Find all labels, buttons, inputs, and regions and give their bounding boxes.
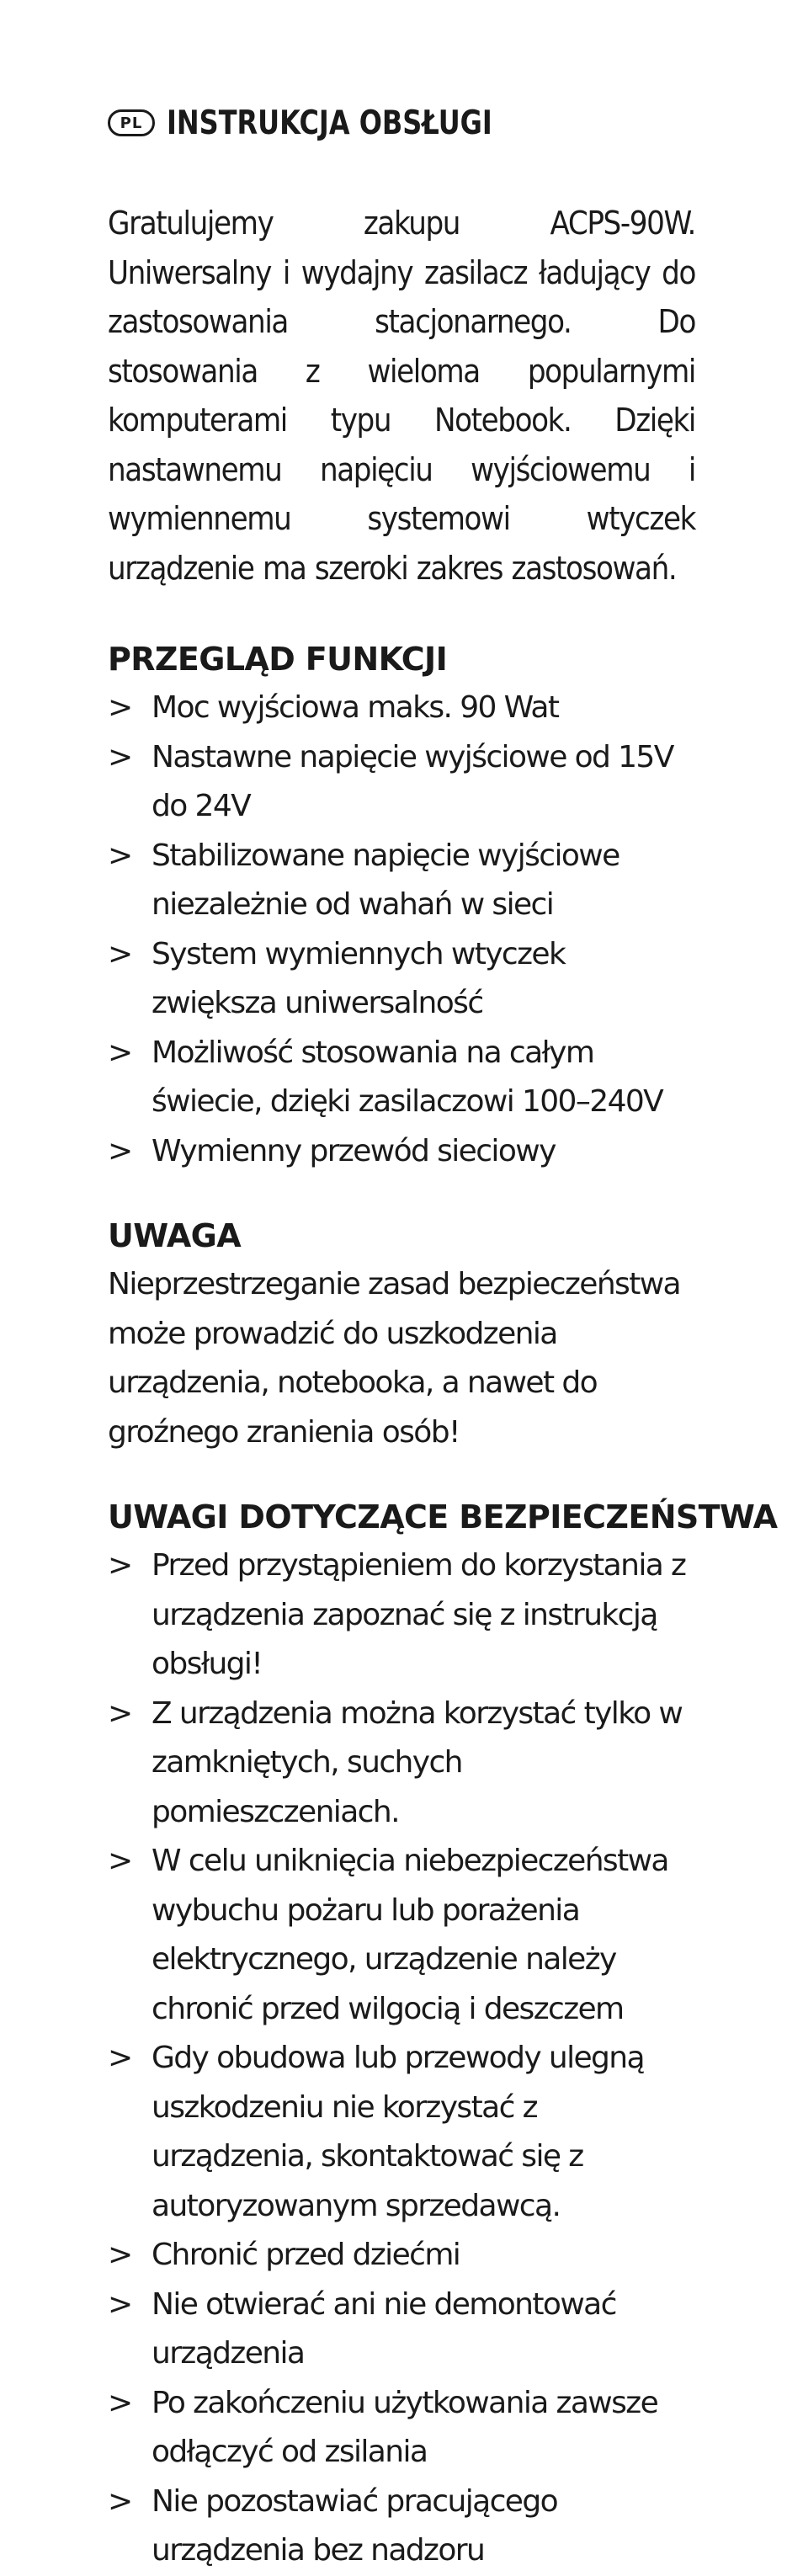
feature-text: Nastawne napięcie wyjściowe od 15V do 24V bbox=[152, 739, 673, 823]
bullet-chevron-icon: > bbox=[108, 1548, 132, 1583]
bullet-chevron-icon: > bbox=[108, 739, 132, 774]
list-item bbox=[108, 2379, 695, 2478]
safety-text: Nie pozostawiać pracującego urządzenia bez nadzoru bbox=[152, 2483, 557, 2568]
list-item bbox=[108, 2478, 695, 2576]
list-item bbox=[108, 832, 695, 930]
language-badge: PL bbox=[108, 109, 155, 136]
feature-text: System wymiennych wtyczek zwiększa uniwersalność bbox=[152, 936, 566, 1020]
bullet-chevron-icon: > bbox=[108, 1844, 132, 1878]
bullet-chevron-icon: > bbox=[108, 1133, 132, 1168]
bullet-chevron-icon: > bbox=[108, 2238, 132, 2272]
warning-heading: UWAGA bbox=[108, 1217, 242, 1254]
list-item bbox=[108, 1837, 695, 2034]
intro-paragraph: Gratulujemy zakupu ACPS-90W. Uniwersalny i wydajny zasilacz ładujący do zastosowania stacjonarnego. Do stosowania z wieloma popularnymi komputerami typu Notebook. Dzięki nastawnemu napięciu wyjściowemu i wymiennemu systemowi wtyczek urządzenie ma szeroki zakres zastosowań. bbox=[108, 205, 695, 587]
list-item bbox=[108, 1029, 695, 1127]
bullet-chevron-icon: > bbox=[108, 690, 132, 725]
safety-text: Chronić przed dziećmi bbox=[152, 2238, 460, 2272]
bullet-chevron-icon: > bbox=[108, 1695, 132, 1731]
list-item bbox=[108, 733, 695, 832]
features-heading: PRZEGLĄD FUNKCJI bbox=[108, 641, 448, 678]
list-item bbox=[108, 684, 695, 733]
safety-list bbox=[108, 1541, 695, 2576]
list-item bbox=[108, 2281, 695, 2379]
feature-text: Możliwość stosowania na całym świecie, dzięki zasilaczowi 100–240V bbox=[152, 1035, 663, 1119]
safety-text: Przed przystąpieniem do korzystania z urządzenia zapoznać się z instrukcją obsługi! bbox=[152, 1548, 686, 1681]
safety-text: W celu uniknięcia niebezpieczeństwa wybuchu pożaru lub porażenia elektrycznego, urządzenie należy chronić przed wilgocią i deszczem bbox=[152, 1844, 668, 2026]
safety-text: Nie otwierać ani nie demontować urządzenia bbox=[152, 2286, 616, 2371]
safety-text: Gdy obudowa lub przewody ulegną uszkodzeniu nie korzystać z urządzenia, skontaktować się z autoryzowanym sprzedawcą. bbox=[152, 2041, 644, 2223]
list-item bbox=[108, 2034, 695, 2231]
bullet-chevron-icon: > bbox=[108, 2483, 132, 2519]
feature-text: Stabilizowane napięcie wyjściowe niezależnie od wahań w sieci bbox=[152, 838, 620, 922]
bullet-chevron-icon: > bbox=[108, 2286, 132, 2322]
safety-text: Po zakończeniu użytkowania zawsze odłączyć od zsilania bbox=[152, 2385, 658, 2469]
bullet-chevron-icon: > bbox=[108, 1035, 132, 1070]
bullet-chevron-icon: > bbox=[108, 936, 132, 971]
bullet-chevron-icon: > bbox=[108, 838, 132, 873]
warning-text: Nieprzestrzeganie zasad bezpieczeństwa może prowadzić do uszkodzenia urządzenia, notebooka, a nawet do groźnego zranienia osób! bbox=[108, 1267, 681, 1450]
list-item bbox=[108, 1127, 695, 1177]
feature-text: Wymienny przewód sieciowy bbox=[152, 1133, 556, 1168]
bullet-chevron-icon: > bbox=[108, 2041, 132, 2075]
feature-text: Moc wyjściowa maks. 90 Wat bbox=[152, 690, 559, 725]
bullet-chevron-icon: > bbox=[108, 2385, 132, 2420]
list-item bbox=[108, 930, 695, 1029]
manual-page bbox=[108, 99, 778, 2576]
safety-text: Z urządzenia można korzystać tylko w zamkniętych, suchych pomieszczeniach. bbox=[152, 1695, 683, 1829]
safety-heading: UWAGI DOTYCZĄCE BEZPIECZEŃSTWA bbox=[108, 1498, 778, 1535]
list-item bbox=[108, 1541, 695, 1690]
features-list bbox=[108, 684, 695, 1176]
page-title: INSTRUKCJA OBSŁUGI bbox=[167, 104, 492, 142]
list-item bbox=[108, 1690, 695, 1838]
manual-header bbox=[108, 99, 695, 146]
list-item bbox=[108, 2231, 695, 2281]
